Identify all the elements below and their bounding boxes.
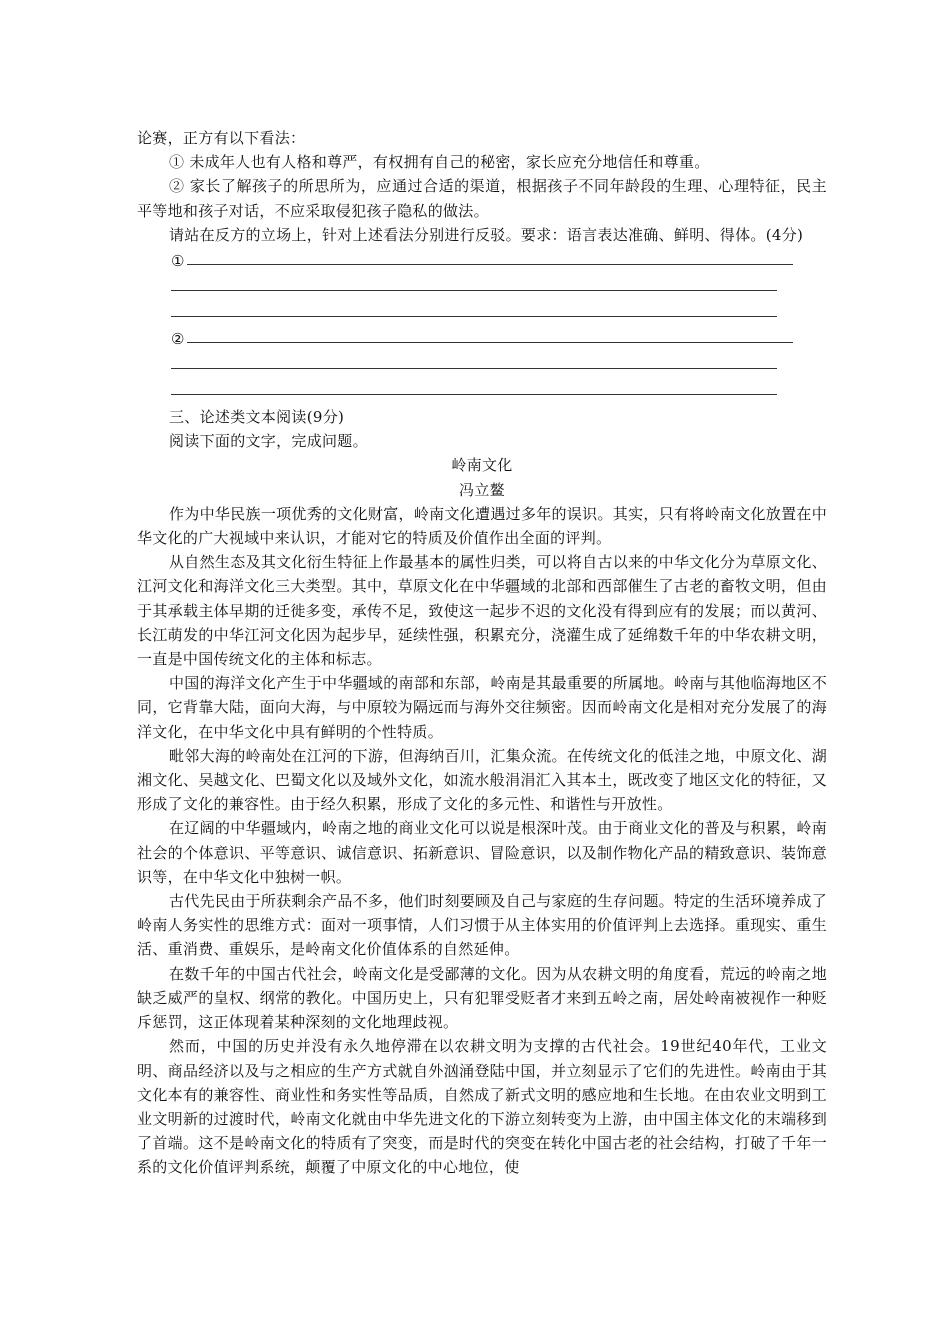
answer-mark-1: ① [171,252,185,271]
answer-line-2-cont-b[interactable] [171,379,827,405]
answer-line-1-cont-a[interactable] [171,275,827,301]
article-paragraph: 然而，中国的历史并没有永久地停滞在以农耕文明为支撑的古代社会。19世纪40年代，工业文明、商品经济以及与之相应的生产方式就自外汹涌登陆中国，并立刻显示了它们的先进性。岭南由于其文化本有的兼容性、商业性和务实性等品质，自然成了新式文明的感应地和生长地。在由农业文明到工业文明新的过渡时代，岭南文化就由中华先进文化的下游立刻转变为上游，由中国主体文化的末端移到了首端。这不是岭南文化的特质有了突变，而是时代的突变在转化中国古老的社会结构，打破了千年一系的文化价值评判系统，颠覆了中原文化的中心地位，使 [137,1037,827,1177]
affirmative-view-2: ② 家长了解孩子的所思所为，应通过合适的渠道，根据孩子不同年龄段的生理、心理特征，民主平等地和孩子对话，不应采取侵犯孩子隐私的做法。 [137,177,827,220]
section-heading: 三、论述类文本阅读(9分) [169,408,345,427]
answer-line-1-cont-b[interactable] [171,301,827,327]
reading-instruction: 阅读下面的文字，完成问题。 [169,432,368,451]
answer-underline [171,316,777,317]
article-paragraph: 古代先民由于所获剩余产品不多，他们时刻要顾及自己与家庭的生存问题。特定的生活环境养成了岭南人务实性的思维方式：面对一项事情，人们习惯于从主体实用的价值评判上去选择。重现实、重生活、重消费、重娱乐，是岭南文化价值体系的自然延伸。 [137,892,827,959]
article-paragraph: 在数千年的中国古代社会，岭南文化是受鄙薄的文化。因为从农耕文明的角度看，荒远的岭南之地缺乏威严的皇权、纲常的教化。中国历史上，只有犯罪受贬者才来到五岭之南，居处岭南被视作一种贬斥惩罚，这正体现着某种深刻的文化地理歧视。 [137,964,827,1032]
article-paragraph: 作为中华民族一项优秀的文化财富，岭南文化遭遇过多年的误识。其实，只有将岭南文化放置在中华文化的广大视域中来认识，才能对它的特质及价值作出全面的评判。 [137,504,827,548]
answer-line-2-cont-a[interactable] [171,353,827,379]
answer-underline [171,290,777,291]
article-paragraph: 毗邻大海的岭南处在江河的下游，但海纳百川，汇集众流。在传统文化的低洼之地，中原文化、湖湘文化、吴越文化、巴蜀文化以及域外文化，如流水般涓涓汇入其本土，既改变了地区文化的特征，又形成了文化的兼容性。由于经久积累，形成了文化的多元性、和谐性与开放性。 [137,746,827,814]
answer-mark-2: ② [171,330,185,349]
article-paragraph: 中国的海洋文化产生于中华疆域的南部和东部，岭南是其最重要的所属地。岭南与其他临海地区不同，它背靠大陆，面向大海，与中原较为隔远而与海外交往频密。因而岭南文化是相对充分发展了的海洋文化，在中华文化中具有鲜明的个性特质。 [137,674,827,741]
article-paragraph: 从自然生态及其文化衍生特征上作最基本的属性归类，可以将自古以来的中华文化分为草原文化、江河文化和海洋文化三大类型。其中，草原文化在中华疆域的北部和西部催生了古老的畜牧文明，但由于其承载主体早期的迁徙多变，承传不足，致使这一起步不迟的文化没有得到应有的发展；而以黄河、长江萌发的中华江河文化因为起步早，延续性强，积累充分，浇灌生成了延绵数千年的中华农耕文明，一直是中国传统文化的主体和标志。 [137,553,827,669]
affirmative-view-1: ① 未成年人也有人格和尊严，有权拥有自己的秘密，家长应充分地信任和尊重。 [169,153,710,172]
article-paragraph: 在辽阔的中华疆域内，岭南之地的商业文化可以说是根深叶茂。由于商业文化的普及与积累，岭南社会的个体意识、平等意识、诚信意识、拓新意识、冒险意识，以及制作物化产品的精致意识、装饰意识等，在中华文化中独树一帜。 [137,819,827,886]
article-author: 冯立鳌 [459,480,505,499]
answer-underline [187,264,793,265]
answer-underline [171,394,777,395]
answer-line-2[interactable] [171,327,827,353]
answer-line-1[interactable] [171,249,827,275]
task-instruction: 请站在反方的立场上，针对上述看法分别进行反驳。要求：语言表达准确、鲜明、得体。(4分) [169,225,804,244]
exam-page [137,126,827,1180]
answer-underline [187,342,793,343]
answer-area [137,249,827,405]
intro-line: 论赛，正方有以下看法： [137,129,306,147]
answer-underline [171,368,777,369]
article-title: 岭南文化 [451,456,513,475]
